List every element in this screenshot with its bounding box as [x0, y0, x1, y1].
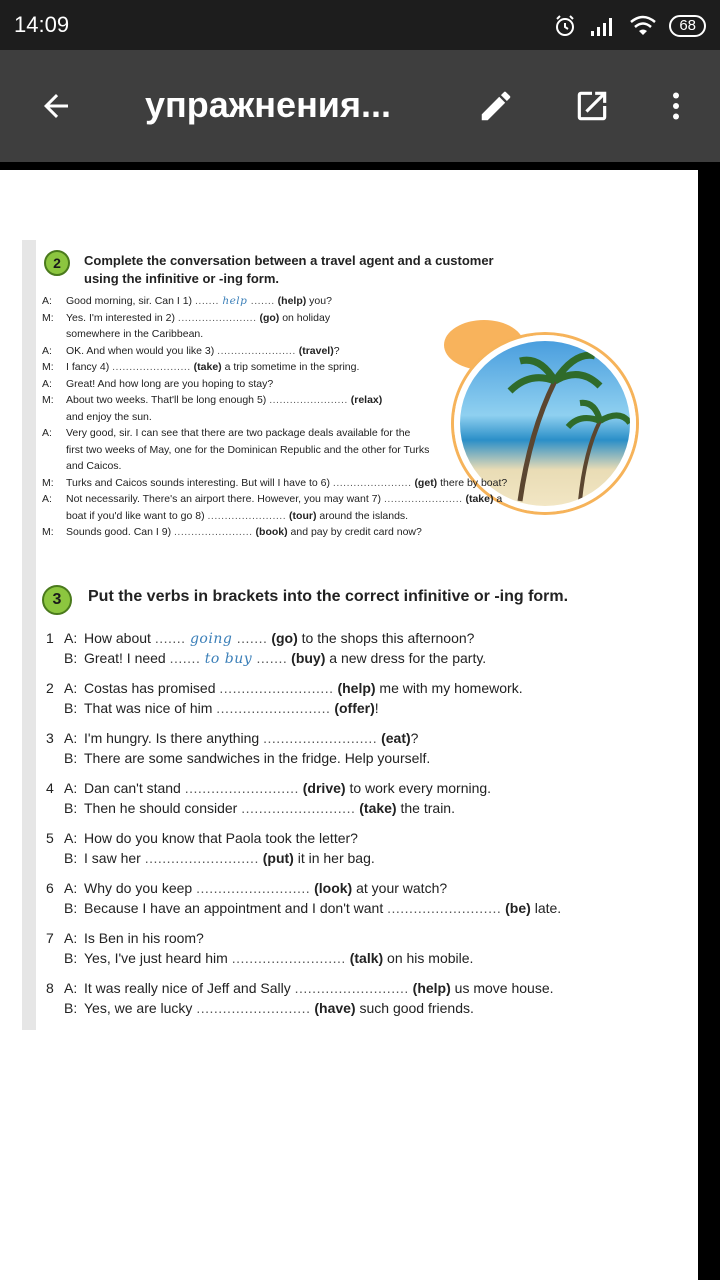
item-line-b	[46, 748, 430, 768]
answer-blank: ....... help .......	[194, 295, 275, 307]
item-line-b	[46, 798, 455, 818]
speaker-label: B:	[64, 850, 78, 866]
item-line-a	[46, 728, 418, 748]
verb-hint: (talk)	[349, 950, 384, 966]
speaker-label: B:	[64, 700, 78, 716]
item-line-b	[46, 698, 379, 718]
speaker-label: A:	[42, 344, 52, 357]
dialogue-line	[42, 312, 330, 326]
verb-hint: (put)	[262, 850, 294, 866]
verb-hint: (buy)	[291, 650, 326, 666]
status-icons	[553, 12, 706, 40]
line-text: Great! I need	[84, 650, 170, 666]
line-text: first two weeks of May, one for the Dominican Republic and the other for Turks	[66, 443, 430, 456]
verb-hint: (help)	[277, 295, 307, 307]
item-line-a	[46, 978, 554, 998]
dialogue-line	[42, 526, 422, 540]
answer-blank: .......................	[207, 509, 287, 522]
line-text: Then he should consider	[84, 800, 242, 816]
exercise-3-title: Put the verbs in brackets into the correct infinitive or -ing form.	[88, 588, 569, 605]
line-text-end: to the shops this afternoon?	[297, 630, 475, 646]
verb-hint: (go)	[259, 311, 280, 324]
line-text: Yes, we are lucky	[84, 1000, 197, 1016]
item-number: 4	[46, 780, 54, 796]
speaker-label: A:	[64, 680, 78, 696]
line-text-end: and pay by credit card now?	[287, 526, 422, 538]
dialogue-line	[42, 477, 507, 491]
item-line-a	[46, 878, 447, 898]
verb-hint: (book)	[255, 526, 288, 538]
speaker-label: A:	[64, 930, 78, 946]
line-text: That was nice of him	[84, 700, 217, 716]
document-title: упражнения...	[145, 84, 391, 125]
verb-hint: (help)	[337, 680, 376, 696]
line-text: Very good, sir. I can see that there are two package deals available for the	[66, 427, 411, 439]
speaker-label: B:	[64, 900, 78, 916]
exercise-number-badge: 3	[42, 585, 72, 615]
item-number: 1	[46, 630, 54, 646]
item-line-a	[46, 928, 204, 948]
item-number: 2	[46, 680, 54, 696]
item-line-b	[46, 648, 486, 669]
line-text: Turks and Caicos sounds interesting. But will I have to 6)	[66, 476, 333, 489]
line-text: OK. And when would you like 3)	[66, 344, 218, 357]
item-number: 8	[46, 980, 54, 996]
handwritten-answer: to buy	[204, 651, 253, 667]
item-line-a	[46, 828, 358, 848]
verb-hint: (help)	[412, 980, 451, 996]
line-text-end: a	[493, 493, 503, 505]
answer-blank: ..........................	[241, 800, 356, 816]
line-text: How do you know that Paola took the letter?	[84, 830, 358, 846]
more-vert-icon[interactable]	[648, 78, 704, 134]
document-page	[0, 170, 698, 1280]
verb-hint: (go)	[271, 630, 298, 646]
answer-blank: .......................	[269, 394, 348, 406]
line-text-end: a new dress for the party.	[325, 650, 487, 666]
item-line-a	[46, 678, 523, 698]
item-line-b	[46, 998, 474, 1018]
line-text-end: us move house.	[450, 980, 554, 996]
line-text: I'm hungry. Is there anything	[84, 730, 264, 746]
line-text-end: the train.	[396, 800, 455, 816]
speaker-label: B:	[64, 950, 78, 966]
line-text: boat if you'd like want to go 8)	[66, 509, 208, 522]
exercise-number-badge: 2	[44, 250, 70, 276]
dialogue-line	[42, 394, 382, 408]
open-external-icon[interactable]	[564, 78, 620, 134]
line-text: How about	[84, 630, 155, 646]
line-text: About two weeks. That'll be long enough 5)	[66, 394, 270, 406]
line-text: and Caicos.	[66, 460, 122, 472]
line-text-end: such good friends.	[355, 1000, 474, 1016]
answer-blank: .......................	[112, 361, 191, 373]
wifi-icon	[629, 15, 657, 37]
verb-hint: (take)	[465, 493, 494, 505]
verb-hint: (get)	[414, 476, 438, 489]
line-text: Why do you keep	[84, 880, 197, 896]
line-text: Great! And how long are you hoping to stay?	[66, 377, 274, 390]
line-text: Yes. I'm interested in 2)	[66, 311, 178, 324]
speaker-label: B:	[64, 800, 78, 816]
handwritten-answer: going	[189, 631, 233, 647]
answer-blank: ..........................	[196, 880, 311, 896]
dialogue-line	[42, 411, 152, 425]
answer-blank: ..........................	[184, 780, 299, 796]
answer-blank: .......................	[174, 526, 253, 538]
dialogue-line	[42, 427, 410, 441]
line-text-end: !	[374, 700, 379, 716]
verb-hint: (look)	[314, 880, 353, 896]
status-time: 14:09	[14, 12, 70, 37]
line-text-end: on holiday	[279, 311, 331, 324]
answer-blank: ..........................	[387, 900, 502, 916]
line-text: Sounds good. Can I 9)	[66, 526, 174, 538]
line-text-end: ?	[410, 730, 419, 746]
dialogue-line	[42, 444, 429, 458]
verb-hint: (travel)	[298, 344, 334, 357]
verb-hint: (have)	[314, 1000, 356, 1016]
item-number: 7	[46, 930, 54, 946]
verb-hint: (take)	[359, 800, 397, 816]
speaker-label: A:	[42, 295, 52, 307]
answer-blank: ..........................	[231, 950, 346, 966]
line-text-end: at your watch?	[352, 880, 448, 896]
line-text: Dan can't stand	[84, 780, 185, 796]
line-text: Is Ben in his room?	[84, 930, 204, 946]
dialogue-line	[42, 378, 273, 392]
line-text: Not necessarily. There's an airport there. However, you may want 7)	[66, 493, 384, 505]
line-text: Yes, I've just heard him	[84, 950, 232, 966]
line-text-end: around the islands.	[316, 509, 409, 522]
speaker-label: A:	[42, 493, 52, 505]
line-text: I saw her	[84, 850, 145, 866]
line-text-end: it in her bag.	[293, 850, 375, 866]
line-text-end: ?	[333, 344, 340, 357]
item-line-b	[46, 898, 561, 918]
line-text: and enjoy the sun.	[66, 410, 152, 423]
line-text-end: on his mobile.	[383, 950, 474, 966]
line-text: I fancy 4)	[66, 361, 113, 373]
speaker-label: A:	[64, 780, 78, 796]
exercise-2-title: Complete the conversation between a travel agent and a customer using the infinitive or -ing form.	[84, 253, 494, 286]
item-line-a	[46, 778, 491, 798]
dialogue-line	[42, 345, 340, 359]
verb-hint: (take)	[193, 361, 222, 373]
speaker-label: B:	[64, 1000, 78, 1016]
answer-blank: .......................	[332, 476, 412, 489]
line-text-end: me with my homework.	[375, 680, 523, 696]
speaker-label: M:	[42, 311, 54, 324]
dialogue-line	[42, 328, 203, 342]
dialogue-line	[42, 510, 408, 524]
line-text-end: a trip sometime in the spring.	[221, 361, 360, 373]
answer-blank: .......................	[217, 344, 296, 357]
item-line-a	[46, 628, 474, 649]
answer-blank: .......................	[383, 493, 463, 505]
answer-blank: ..........................	[219, 680, 334, 696]
speaker-label: M:	[42, 526, 54, 538]
speaker-label: M:	[42, 394, 54, 406]
dialogue-line	[42, 460, 121, 474]
answer-blank: ..........................	[144, 850, 259, 866]
line-text: It was really nice of Jeff and Sally	[84, 980, 295, 996]
verb-hint: (be)	[505, 900, 531, 916]
speaker-label: A:	[64, 980, 78, 996]
speaker-label: B:	[64, 650, 78, 666]
item-number: 3	[46, 730, 54, 746]
verb-hint: (drive)	[302, 780, 346, 796]
answer-blank: ..........................	[263, 730, 378, 746]
speaker-label: B:	[64, 750, 78, 766]
alarm-icon	[553, 14, 577, 38]
speaker-label: A:	[42, 427, 52, 439]
line-text-end: there by boat?	[437, 476, 508, 489]
line-text: There are some sandwiches in the fridge. Help yourself.	[84, 750, 431, 766]
item-number: 5	[46, 830, 54, 846]
scan-edge	[22, 240, 36, 1030]
dialogue-line	[42, 493, 502, 507]
dialogue-line	[42, 295, 332, 309]
verb-hint: (eat)	[381, 730, 411, 746]
speaker-label: A:	[64, 730, 78, 746]
pencil-icon[interactable]	[468, 78, 524, 134]
item-line-b	[46, 848, 375, 868]
speaker-label: M:	[42, 476, 54, 489]
item-line-b	[46, 948, 473, 968]
battery-indicator: 68	[669, 15, 706, 37]
answer-blank: ....... to buy .......	[169, 650, 288, 667]
line-text: Good morning, sir. Can I 1)	[66, 295, 195, 307]
verb-hint: (relax)	[350, 394, 383, 406]
app-bar	[0, 50, 720, 162]
answer-blank: ....... going .......	[154, 630, 268, 647]
verb-hint: (tour)	[289, 509, 317, 522]
line-text-end: you?	[306, 295, 332, 307]
line-text-end: late.	[530, 900, 562, 916]
answer-blank: .......................	[177, 311, 257, 324]
line-text: Because I have an appointment and I don't want	[84, 900, 388, 916]
speaker-label: A:	[42, 377, 52, 390]
handwritten-answer: help	[222, 295, 248, 307]
verb-hint: (offer)	[334, 700, 375, 716]
answer-blank: ..........................	[196, 1000, 311, 1016]
answer-blank: ..........................	[216, 700, 331, 716]
status-bar	[0, 0, 720, 50]
speaker-label: A:	[64, 830, 78, 846]
line-text: somewhere in the Caribbean.	[66, 328, 204, 340]
signal-icon	[589, 15, 617, 37]
item-number: 6	[46, 880, 54, 896]
speaker-label: A:	[64, 630, 78, 646]
line-text: Costas has promised	[84, 680, 220, 696]
speaker-label: M:	[42, 361, 54, 373]
back-arrow-icon[interactable]	[28, 78, 84, 134]
speaker-label: A:	[64, 880, 78, 896]
dialogue-line	[42, 361, 359, 375]
answer-blank: ..........................	[294, 980, 409, 996]
line-text-end: to work every morning.	[345, 780, 492, 796]
